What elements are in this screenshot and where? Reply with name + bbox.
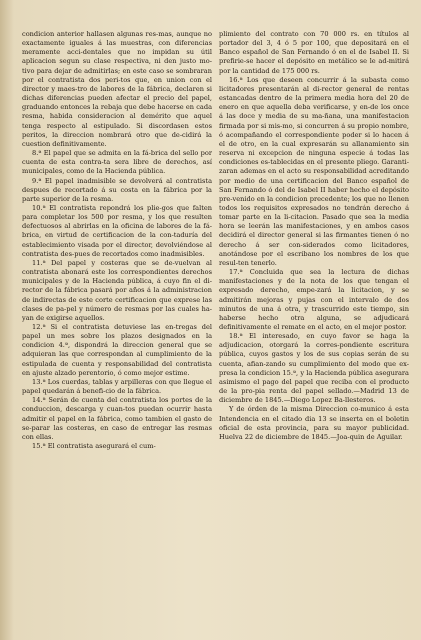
condition-8: 8.ª El papel que se admita en la fá-brica del sello por cuenta de esta contra-ta sera libre de derechos, así municipales, como de la Hacienda pública. <box>22 149 212 176</box>
condition-10: 10.ª El contratista repondrá los plie-gos que falten para completar los 500 por resma, y los que resulten defectuosos al abrirlas en la oficina de labores de la fá-brica, en virtud de certificacion de la con-taduría del establecimiento visada por el director, devolviéndose al contratista des-pues de recortados como inadmisibles. <box>22 203 212 258</box>
right-column <box>219 30 409 630</box>
condition-18: 18.ª El interesado, en cuyo favor se haga la adjudicacion, otorgará la corres-pondiente escritura pública, cuyos gastos y los de sus copias serán de su cuenta, afian-zando su cumplimiento del modo que ex-presa la condicion 15.ª, y la Hacienda pública asegurara asimismo el pago del papel que reciba con el producto de la pro-pia renta del papel sellado.—Madrid 13 de diciembre de 1845.—Diego Lopez Ba-llesteros. <box>219 332 409 405</box>
text-columns <box>22 30 409 630</box>
condition-16: 16.ª Los que deseen concurrir á la subasta como licitadores presentarán al di-rector general de rentas estancadas dentro de la primera media hora del 20 de enero en que aquella deba verificarse, y en-de los once á las doce y media de su ma-ñana, una manifestacion firmada por si mis-mo, si concurren á su propio nombre, ó acompañando el correspondiente poder si lo hacen á el de otro, en la cual expresarán su allanamiento sin reserva ni excepcion de ninguna especie á todas las condiciones es-tablecidas en el presente pliego. Garanti-zaran ademas en el acto su responsabilidad acreditando por medio de una certificacion del Banco español de San Fernando ó del de Isabel II haber hecho el depósito pre-venido en la condicion precedente; los que no llenen todos los requisitos expresados no tendrán derecho á tomar parte en la li-citacion. Pasado que sea la media hora se leerán las manifestaciones, y en ambos casos decidirá el director general si las firmantes tienen ó no derecho á ser con-siderados como licitadores, anotándose por el escribano los nombres de los que resul-ten tenerlo. <box>219 75 409 267</box>
condition-13: 13.ª Los cuerdas, tablas y arpilleras con que llegue el papel quedarán á benefi-cio de la fábrica. <box>22 377 212 396</box>
condition-12: 12.ª Si el contratista detuviese las en-tregas del papel un mes sobre los plazos designados en la condicion 4.ª, dispondrá la direccion general que se adquieran las que correspondan al cumplimiento de la estipulada de cuenta y responsabilidad del contratista en ajuste alzado perentorio, ó como mejor estime. <box>22 323 212 377</box>
left-column <box>22 30 212 630</box>
condition-11: 11.ª Del papel y costeras que se de-vuelvan al contratista abonará este los correspondientes derechos municipales y de la Hacienda pública, á cuyo fin el di-rector de la fábrica pasará por años á la administracion de indirectas de este corte certificacion que exprese las clases de pa-pel y número de resmas por las cuales ha-yan de exigirse aquellos. <box>22 258 212 322</box>
condition-17: 17.ª Concluida que sea la lectura de dichas manifestaciones y de la nota de los que tengan el expresado derecho, empe-zará la licitacion, y se admitirán mejoras y pujas con el intervalo de dos minutos de una á otra, y trascurrido este tiempo, sin haberse hecho otra alguna, se adjudicará definitivamente el remate en el acto, en el mejor postor. <box>219 268 409 331</box>
condition-15-end: plimiento del contrato con 70 000 rs. en títulos al portador del 3, 4 ó 5 por 100, que depositará en el Banco español de San Fernando ó en el de Isabel II. Si prefirie-se hacer el depósito en metálico se le ad-mitirá por la cantidad de 175 000 rs. <box>219 30 409 75</box>
condition-9: 9.ª El papel inadmisible se devolverá al contratista despues de recortado á su costa en la fábrica por la parte superior de la resma. <box>22 176 212 203</box>
condition-15-start: 15.ª El contratista asegurará el cum- <box>32 442 156 451</box>
condition-14: 14.ª Serán de cuenta del contratista los portes de la conduccion, descarga y cuan-tos puedan ocurrir hasta admitir el papel en la fábrica, como tambien el gasto de se-parar las costeras, en caso de entregar las resmas con ellas. <box>22 396 212 441</box>
paragraph-continuation: condicion anterior hallasen algunas res-mas, aunque no exactamente iguales á las muestras, con diferencias meramente acci-dentales que no impidan su útil aplicacion segun su clase respectiva, ni den justo mo-tivo para dejar de admitirlas; en este caso se sombraran por el contratista dos peri-tos que, en union con el director y maes-tro de labores de la fábrica, declaren si dichas diferencias pueden afectar el precio del papel, graduando entonces la rebaja que debe hacerse en cada resma, habida consideracion al demérito que aquel tenga respecto al estipulado. Si discordasen estos peritos, la direccion nombrará otro que de-cidirá la cuestion definitivamente. <box>22 30 212 148</box>
closing-notice: Y de órden de la misma Direccion co-munico á esta Intendencia en el citado dia 13 se inserta en el boletin oficial de esta provincia, para su mayor publicidad. Huelva 22 de diciembre de 1845.—Joa-quin de Aguilar. <box>219 405 409 441</box>
